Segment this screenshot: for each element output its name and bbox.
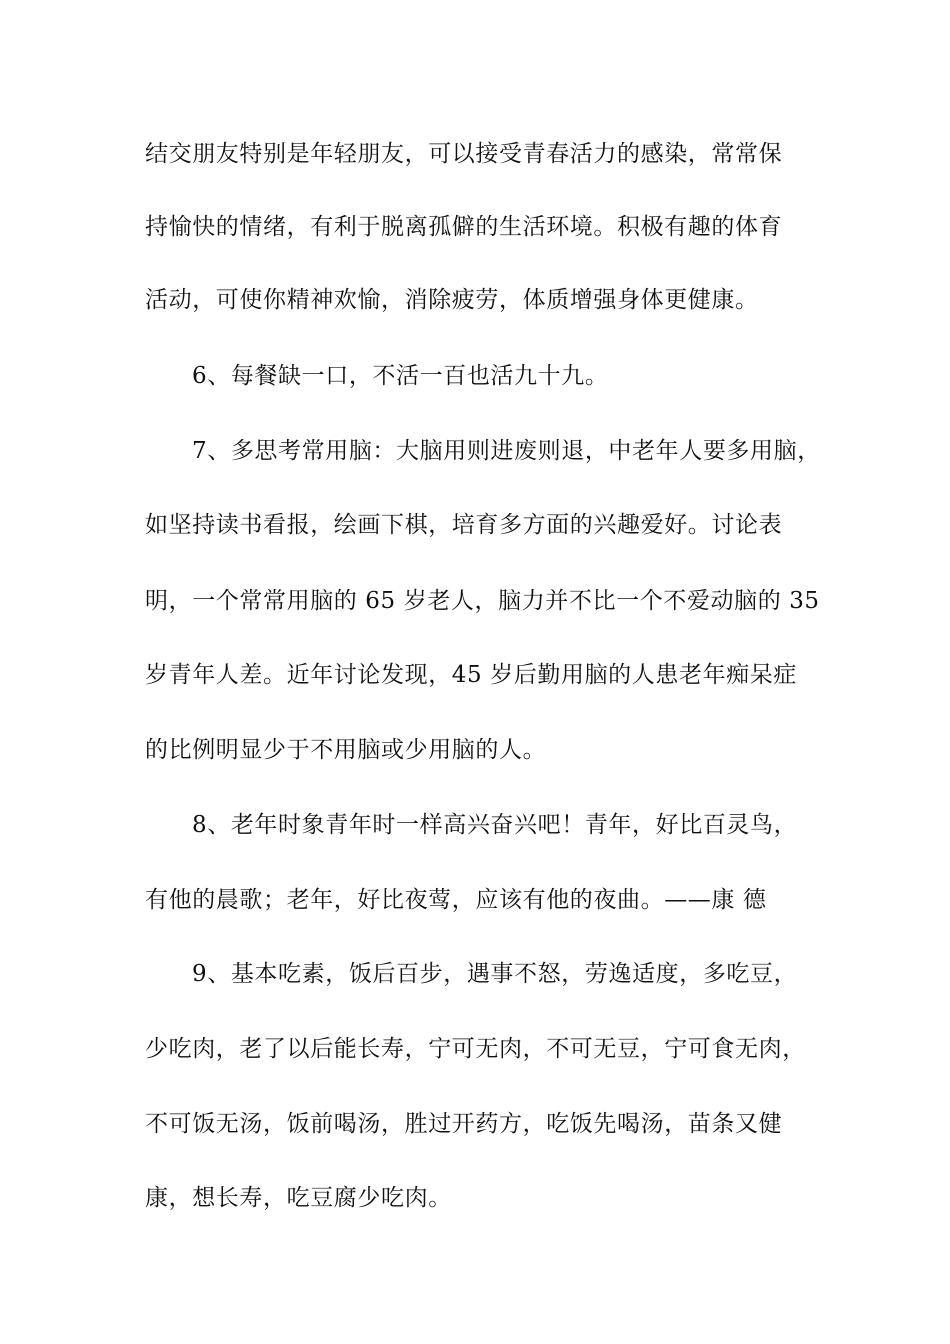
text-line: 康，想长寿，吃豆腐少吃肉。	[145, 1185, 452, 1211]
text-line: 不可饭无汤，饭前喝汤，胜过开药方，吃饭先喝汤，苗条又健	[145, 1111, 783, 1137]
list-item-9: 9、基本吃素，饭后百步，遇事不怒，劳逸适度，多吃豆，	[192, 961, 798, 987]
list-item-6: 6、每餐缺一口，不活一百也活九十九。	[192, 363, 609, 389]
text-line: 有他的晨歌；老年，好比夜莺，应该有他的夜曲。——康 德	[145, 887, 767, 913]
list-item-7: 7、多思考常用脑：大脑用则进废则退，中老年人要多用脑，	[192, 438, 821, 464]
text-line: 少吃肉，老了以后能长寿，宁可无肉，不可无豆，宁可食无肉，	[145, 1036, 806, 1062]
text-line: 结交朋友特别是年轻朋友，可以接受青春活力的感染，常常保	[145, 141, 783, 167]
text-line: 的比例明显少于不用脑或少用脑的人。	[145, 737, 547, 763]
text-line: 如坚持读书看报，绘画下棋，培育多方面的兴趣爱好。讨论表	[145, 512, 783, 538]
text-line: 明，一个常常用脑的 65 岁老人，脑力并不比一个不爱动脑的 35	[145, 588, 820, 614]
text-line: 持愉快的情绪，有利于脱离孤僻的生活环境。积极有趣的体育	[145, 214, 783, 240]
list-item-8: 8、老年时象青年时一样高兴奋兴吧！青年，好比百灵鸟，	[192, 812, 798, 838]
text-line: 岁青年人差。近年讨论发现，45 岁后勤用脑的人患老年痴呆症	[145, 662, 797, 688]
text-line: 活动，可使你精神欢愉，消除疲劳，体质增强身体更健康。	[145, 287, 759, 313]
